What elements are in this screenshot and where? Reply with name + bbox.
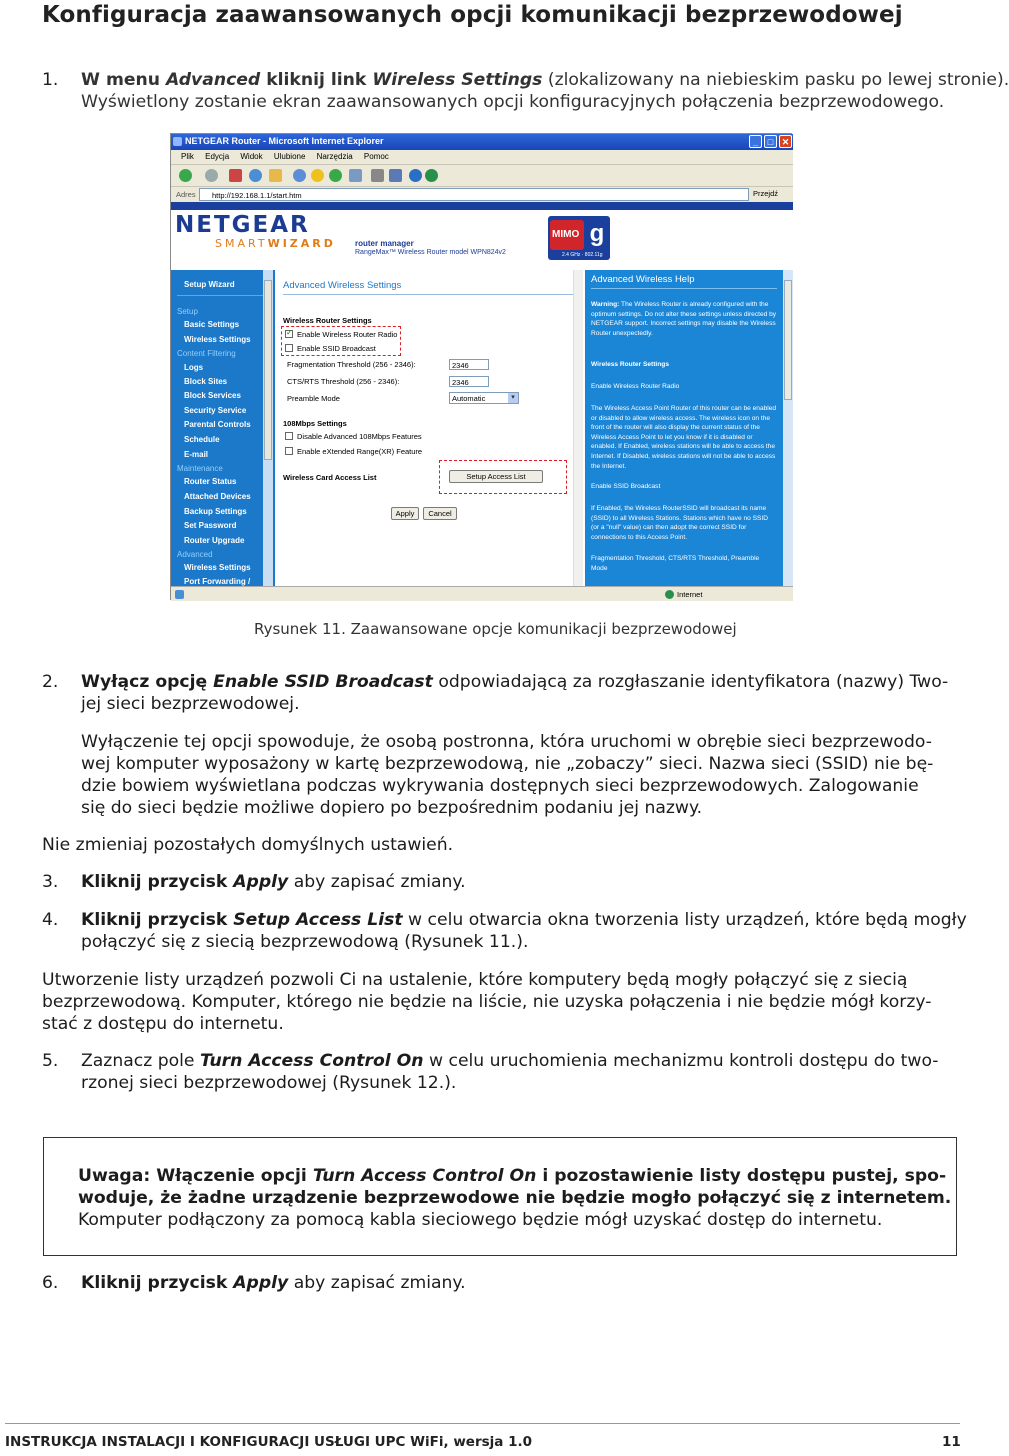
section-108mbps: 108Mbps Settings: [283, 419, 347, 428]
step-4-number: 4.: [42, 910, 59, 930]
globe-icon: [665, 590, 674, 599]
form-scrollbar[interactable]: [573, 270, 583, 586]
page-number: 11: [942, 1434, 961, 1450]
search-icon[interactable]: [293, 169, 306, 182]
help-enable-radio: Enable Wireless Router Radio: [591, 383, 680, 390]
cancel-button[interactable]: Cancel: [423, 507, 457, 520]
smartwizard-logo: [215, 237, 336, 250]
sidebar-item-basic-settings[interactable]: Basic Settings: [184, 320, 240, 329]
step-3-text: [81, 871, 466, 893]
warning-turn-access-control: Turn Access Control On: [312, 1166, 537, 1186]
step-4-setup-access-list: Setup Access List: [233, 910, 403, 930]
step-5-text: [81, 1050, 939, 1072]
menu-favorites[interactable]: Ulubione: [273, 152, 306, 161]
back-icon[interactable]: [179, 169, 192, 182]
mimo-caption: 2.4 GHz · 802.11g: [562, 252, 603, 258]
step-2-bold-a: Wyłącz opcję: [81, 672, 214, 692]
help-warning-label: Warning:: [591, 301, 620, 308]
step-2-line-2: jej sieci bezprzewodowej.: [81, 694, 300, 714]
step-6-number: 6.: [42, 1273, 59, 1293]
step-5-tail: w celu uruchomienia mechanizmu kontroli dostępu do two-: [423, 1051, 939, 1071]
step-1-tail: (zlokalizowany na niebieskim pasku po lewej stronie).: [542, 70, 1009, 90]
warning-line-2: woduje, że żadne urządzenie bezprzewodowe nie będzie mogło połączyć się z internetem.: [78, 1188, 952, 1208]
stop-icon[interactable]: [229, 169, 242, 182]
sidebar-item-parental-controls[interactable]: Parental Controls: [184, 420, 251, 429]
edit-icon[interactable]: [389, 169, 402, 182]
warning-bold-c: i pozostawienie listy dostępu pustej, spo-: [536, 1166, 947, 1186]
page-icon: [175, 590, 184, 599]
help-frag-text: Fragmentation Threshold, CTS/RTS Threshold, Preamble Mode: [591, 555, 760, 572]
sidebar-head-setup: Setup: [177, 307, 198, 316]
window-title: NETGEAR Router - Microsoft Internet Explorer: [185, 136, 384, 146]
print-icon[interactable]: [371, 169, 384, 182]
enable-xr-label: Enable eXtended Range(XR) Feature: [297, 447, 423, 456]
sidebar-item-adv-wireless-settings[interactable]: Wireless Settings: [184, 563, 251, 572]
frag-input[interactable]: 2346: [449, 359, 489, 370]
sidebar-item-block-sites[interactable]: Block Sites: [184, 377, 228, 386]
step-1-bold-c: kliknij link: [260, 70, 373, 90]
step-3-apply: Apply: [233, 872, 289, 892]
sidebar-item-wireless-settings[interactable]: Wireless Settings: [184, 335, 251, 344]
sidebar-item-logs[interactable]: Logs: [184, 363, 204, 372]
sidebar-item-router-upgrade[interactable]: Router Upgrade: [184, 536, 245, 545]
frag-label: Fragmentation Threshold (256 - 2346):: [287, 360, 416, 369]
preamble-label: Preamble Mode: [287, 394, 340, 403]
mimo-g-letter: g: [589, 220, 605, 247]
address-label: Adres: [176, 190, 196, 199]
step-1-advanced: Advanced: [165, 70, 261, 90]
router-model: RangeMax™ Wireless Router model WPN824v2: [355, 249, 506, 256]
close-icon[interactable]: ✕: [779, 135, 792, 148]
help-panel: [585, 270, 793, 586]
ssid-para-line-2: wej komputer wyposażony w kartę bezprzewodową, nie „zobaczy” sieci. Nazwa sieci (SSID) nie bę-: [81, 754, 934, 774]
sidebar-item-schedule[interactable]: Schedule: [184, 435, 220, 444]
netgear-logo: NETGEAR: [175, 212, 310, 238]
figure-caption: Rysunek 11. Zaawansowane opcje komunikacji bezprzewodowej: [254, 620, 737, 638]
menu-file[interactable]: Plik: [181, 152, 194, 161]
section-router-settings: Wireless Router Settings: [283, 316, 372, 325]
sidebar-item-email[interactable]: E-mail: [184, 450, 209, 459]
ssid-para-line-4: się do sieci będzie możliwe dopiero po bezpośrednim podaniu jej nazwy.: [81, 798, 703, 818]
help-scroll-thumb[interactable]: [784, 280, 792, 400]
menu-help[interactable]: Pomoc: [363, 152, 389, 161]
address-input[interactable]: http://192.168.1.1/start.htm: [199, 188, 749, 201]
step-3-tail: aby zapisać zmiany.: [288, 872, 466, 892]
address-bar: [171, 186, 793, 202]
sidebar-item-set-password[interactable]: Set Password: [184, 521, 237, 530]
ssid-para-line-3: dzie bowiem wyświetlana podczas wykrywania dostępnych sieci bezprzewodowych. Zalogowanie: [81, 776, 919, 796]
page-heading: Konfiguracja zaawansowanych opcji komunikacji bezprzewodowej: [42, 2, 903, 28]
status-zone: Internet: [677, 590, 703, 599]
menu-edit[interactable]: Edycja: [205, 152, 230, 161]
help-ssid-text: If Enabled, the Wireless RouterSSID will broadcast its name (SSID) to all Wireless Stations. Stations which have no SSID (or a "null" value) can then adopt the correct SSID for connections to this Access Point.: [591, 505, 769, 541]
sidebar-head-advanced: Advanced: [177, 550, 213, 559]
enable-radio-label: Enable Wireless Router Radio: [297, 330, 398, 339]
router-sidebar: [171, 270, 275, 586]
help-enable-ssid: Enable SSID Broadcast: [591, 483, 661, 490]
sidebar-item-backup-settings[interactable]: Backup Settings: [184, 507, 247, 516]
sidebar-item-security-service[interactable]: Security Service: [184, 406, 247, 415]
history-icon[interactable]: [329, 169, 342, 182]
help-radio-text: The Wireless Access Point Router of this router can be enabled or disabled to allow wireless access. The wireless icon on the front of the router will also display the current status of the Wireless Access Point to let you know if it is disabled or enabled. If Enabled, wireless stations will be able to access the Internet. If Disabled, wireless stations will not be able to access the Internet.: [591, 405, 777, 470]
refresh-icon[interactable]: [249, 169, 262, 182]
highlight-access-list: [439, 460, 567, 494]
step-2-text: [81, 671, 948, 693]
mimo-logo: [548, 216, 610, 260]
step-1-wireless-settings: Wireless Settings: [372, 70, 543, 90]
disable-108-checkbox[interactable]: [285, 432, 293, 440]
home-icon[interactable]: [269, 169, 282, 182]
setup-access-list-button[interactable]: Setup Access List: [449, 470, 543, 483]
highlight-ssid-options: [281, 326, 401, 356]
minimize-icon[interactable]: _: [749, 135, 762, 148]
warning-line-1: [78, 1165, 946, 1187]
browser-status-bar: [171, 586, 793, 601]
browser-menu-bar: [171, 150, 793, 164]
enable-ssid-label: Enable SSID Broadcast: [297, 344, 376, 353]
form-title: Advanced Wireless Settings: [283, 280, 402, 291]
tools-icon[interactable]: [425, 169, 438, 182]
sidebar-separator: [177, 295, 265, 296]
step-1-text: [81, 69, 1009, 91]
messenger-icon[interactable]: [409, 169, 422, 182]
step-6-bold-a: Kliknij przycisk: [81, 1273, 234, 1293]
forward-icon[interactable]: [205, 169, 218, 182]
footer-rule: [5, 1423, 960, 1424]
help-router-settings: Wireless Router Settings: [591, 361, 669, 368]
top-blue-bar: [171, 202, 793, 210]
menu-view[interactable]: Widok: [240, 152, 263, 161]
section-access-list: Wireless Card Access List: [283, 473, 377, 482]
list-para-line-1: Utworzenie listy urządzeń pozwoli Ci na ustalenie, które komputery będą mogły połączyć się z siecią: [42, 970, 908, 990]
favorites-icon[interactable]: [311, 169, 324, 182]
sidebar-head-maintenance: Maintenance: [177, 464, 223, 473]
preamble-select[interactable]: Automatic ▾: [449, 392, 519, 404]
mimo-text: MIMO: [550, 220, 584, 250]
advanced-wireless-form: [277, 270, 583, 586]
menu-tools[interactable]: Narzędzia: [316, 152, 353, 161]
mail-icon[interactable]: [349, 169, 362, 182]
step-6-tail: aby zapisać zmiany.: [288, 1273, 466, 1293]
rts-input[interactable]: 2346: [449, 376, 489, 387]
defaults-para: Nie zmieniaj pozostałych domyślnych ustawień.: [42, 835, 454, 855]
router-page: [171, 202, 793, 586]
step-5-line-2: rzonej sieci bezprzewodowej (Rysunek 12.).: [81, 1073, 457, 1093]
step-4-tail: w celu otwarcia okna tworzenia listy urządzeń, które będą mogły: [402, 910, 967, 930]
sidebar-item-setup-wizard[interactable]: Setup Wizard: [184, 280, 235, 289]
disable-108-label: Disable Advanced 108Mbps Features: [297, 432, 422, 441]
help-warning-text: The Wireless Router is already configured with the optimum settings. Do not alter these settings unless directed by NETGEAR support. Incorrect settings may disable the Wireless Router unexpectedly.: [591, 301, 777, 337]
help-title: Advanced Wireless Help: [591, 274, 695, 285]
apply-button[interactable]: Apply: [391, 507, 419, 520]
warning-bold-a: Uwaga: Włączenie opcji: [78, 1166, 313, 1186]
sidebar-scroll-thumb[interactable]: [264, 280, 272, 460]
maximize-icon[interactable]: □: [764, 135, 777, 148]
step-1-line-2: Wyświetlony zostanie ekran zaawansowanych opcji konfiguracyjnych połączenia bezprzewodowego.: [81, 92, 945, 112]
list-para-line-3: stać z dostępu do internetu.: [42, 1014, 284, 1034]
footer-title: INSTRUKCJA INSTALACJI I KONFIGURACJI USŁUGI UPC WiFi, wersja 1.0: [5, 1434, 533, 1450]
step-2-tail: odpowiadającą za rozgłaszanie identyfikatora (nazwy) Two-: [432, 672, 949, 692]
router-screenshot: [170, 133, 792, 600]
step-5-lead: Zaznacz pole: [81, 1051, 200, 1071]
sidebar-item-block-services[interactable]: Block Services: [184, 391, 241, 400]
sidebar-item-attached-devices[interactable]: Attached Devices: [184, 492, 251, 501]
step-4-line-2: połączyć się z siecią bezprzewodową (Rysunek 11.).: [81, 932, 529, 952]
sidebar-item-port-forwarding[interactable]: Port Forwarding /: [184, 577, 251, 586]
step-4-bold-a: Kliknij przycisk: [81, 910, 234, 930]
step-3-number: 3.: [42, 872, 59, 892]
step-6-text: [81, 1272, 466, 1294]
step-1-number: 1.: [42, 70, 59, 90]
wizard-text: WIZARD: [267, 237, 336, 250]
step-4-text: [81, 909, 967, 931]
router-manager-title: router manager: [355, 239, 414, 248]
browser-title-bar: [171, 134, 793, 150]
ssid-para-line-1: Wyłączenie tej opcji spowoduje, że osobą postronna, która uruchomi w obrębie sieci bezprzewodo-: [81, 732, 932, 752]
smart-text: SMART: [215, 237, 268, 250]
step-2-enable-ssid: Enable SSID Broadcast: [213, 672, 433, 692]
step-6-apply: Apply: [233, 1273, 289, 1293]
ie-icon: [173, 137, 182, 146]
help-warning: [591, 300, 777, 338]
form-title-rule: [283, 294, 573, 295]
help-title-rule: [591, 288, 777, 289]
sidebar-item-router-status[interactable]: Router Status: [184, 477, 237, 486]
step-2-number: 2.: [42, 672, 59, 692]
go-button[interactable]: Przejdź: [753, 189, 779, 198]
step-3-bold-a: Kliknij przycisk: [81, 872, 234, 892]
enable-xr-checkbox[interactable]: [285, 447, 293, 455]
warning-line-3: Komputer podłączony za pomocą kabla sieciowego będzie mógł uzyskać dostęp do internetu.: [78, 1210, 883, 1230]
step-5-turn-access-control: Turn Access Control On: [199, 1051, 424, 1071]
list-para-line-2: bezprzewodową. Komputer, którego nie będzie na liście, nie uzyska połączenia i nie będzie mógł korzy-: [42, 992, 932, 1012]
sidebar-head-content-filtering: Content Filtering: [177, 349, 236, 358]
step-5-number: 5.: [42, 1051, 59, 1071]
step-1-bold-a: W menu: [81, 70, 166, 90]
browser-toolbar: [171, 164, 793, 186]
rts-label: CTS/RTS Threshold (256 - 2346):: [287, 377, 400, 386]
